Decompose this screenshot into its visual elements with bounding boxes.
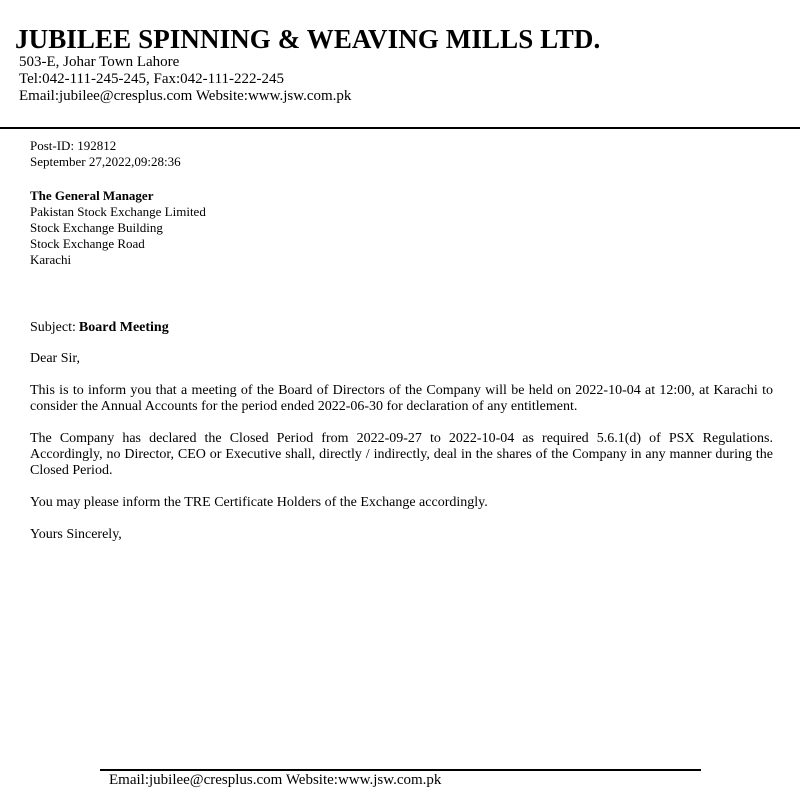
paragraph-closed-period: The Company has declared the Closed Period from 2022-09-27 to 2022-10-04 as required 5.6.1(d) of PSX Regulations. Accordingly, no Director, CEO or Executive shall, directly / indirectly, deal in the shares of the Company in any manner during the Closed Period. [30,431,773,478]
recipient-line: Pakistan Stock Exchange Limited [30,204,206,219]
recipient-title: The General Manager [30,188,154,203]
company-name: JUBILEE SPINNING & WEAVING MILLS LTD. [15,24,601,54]
closing: Yours Sincerely, [30,527,122,542]
salutation: Dear Sir, [30,351,80,366]
subject-line [30,319,169,336]
footer-divider [100,769,701,771]
company-phone-fax: Tel:042-111-245-245, Fax:042-111-222-245 [19,71,285,87]
recipient-line: Karachi [30,252,72,267]
paragraph-meeting: This is to inform you that a meeting of the Board of Directors of the Company will be held on 2022-10-04 at 12:00, at Karachi to consider the Annual Accounts for the period ended 2022-06-30 for declaration of any entitlement. [30,383,773,414]
paragraph-inform: You may please inform the TRE Certificate Holders of the Exchange accordingly. [30,495,488,510]
company-address: 503-E, Johar Town Lahore [19,54,180,70]
recipient-line: Stock Exchange Building [30,220,163,235]
header-divider [0,127,800,129]
subject-label: Subject: [30,320,76,335]
recipient-line: Stock Exchange Road [30,236,145,251]
company-email-website: Email:jubilee@cresplus.com Website:www.jsw.com.pk [19,88,352,104]
subject-value: Board Meeting [78,320,169,335]
post-datetime: September 27,2022,09:28:36 [30,154,181,169]
post-id: Post-ID: 192812 [30,138,117,153]
footer-email-website: Email:jubilee@cresplus.com Website:www.jsw.com.pk [109,772,442,788]
